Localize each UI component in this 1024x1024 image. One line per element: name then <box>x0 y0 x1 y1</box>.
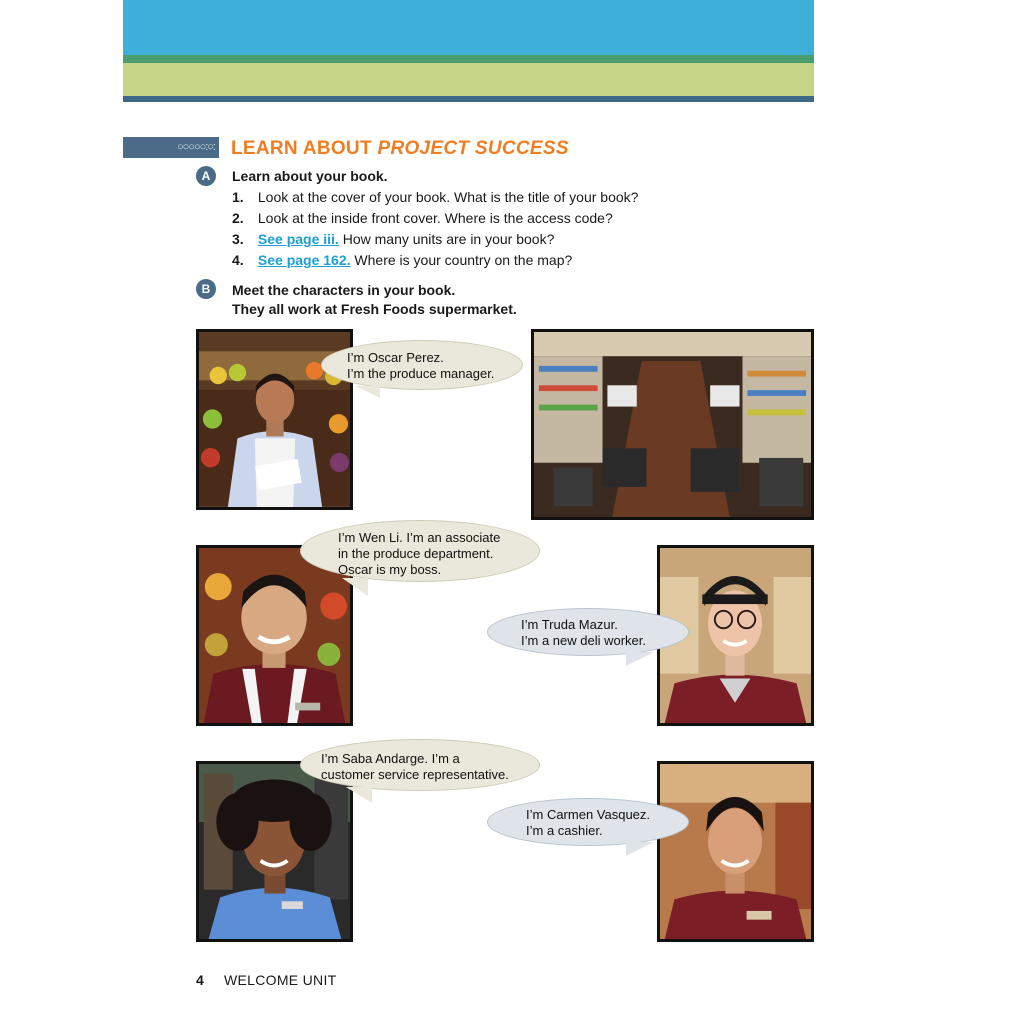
list-item <box>232 209 638 230</box>
speech-bubble-tail <box>346 787 372 803</box>
item-text: Look at the inside front cover. Where is the access code? <box>257 210 613 226</box>
page-number: 4 <box>196 972 204 988</box>
activity-a-badge: A <box>196 166 216 186</box>
speech-bubble-tail <box>342 578 368 596</box>
bubble-line: Oscar is my boss. <box>338 562 442 577</box>
section-title-tab <box>123 137 219 158</box>
section-title <box>231 138 569 160</box>
activity-b-heading-line1: Meet the characters in your book. <box>232 282 456 298</box>
dots-arrow-icon: ○○○○○:○: <box>177 141 215 153</box>
speech-bubble-tail <box>626 842 654 856</box>
speech-bubble-tail <box>356 386 380 398</box>
list-item <box>232 251 638 272</box>
item-number: 1. <box>232 189 244 205</box>
activity-a-heading: Learn about your book. <box>232 168 388 184</box>
header-band-lime <box>123 63 814 96</box>
section-title-main: LEARN ABOUT <box>231 138 372 159</box>
bubble-line: I’m the produce manager. <box>347 366 495 381</box>
bubble-line: I’m a new deli worker. <box>521 633 646 648</box>
speech-bubble-saba <box>300 739 540 791</box>
bubble-line: I’m Carmen Vasquez. <box>526 807 651 822</box>
bubble-line: customer service representative. <box>321 767 509 782</box>
speech-bubble-carmen <box>487 798 689 846</box>
header-band-green <box>123 55 814 63</box>
bubble-line: I’m Saba Andarge. I’m a <box>321 751 460 766</box>
speech-bubble-tail <box>626 652 654 666</box>
header-band-blue <box>123 0 814 55</box>
speech-bubble-truda <box>487 608 689 656</box>
unit-label: WELCOME UNIT <box>224 972 337 988</box>
list-item <box>232 230 638 251</box>
photo-supermarket <box>531 329 814 520</box>
photo-carmen-vasquez <box>657 761 814 942</box>
header-band-navy <box>123 96 814 102</box>
section-title-emphasis: PROJECT SUCCESS <box>377 138 569 159</box>
item-text: How many units are in your book? <box>342 231 555 247</box>
activity-b-badge: B <box>196 279 216 299</box>
item-text: Where is your country on the map? <box>354 252 573 268</box>
item-number: 2. <box>232 210 244 226</box>
photo-wen-li <box>196 545 353 726</box>
item-number: 3. <box>232 231 244 247</box>
bubble-line: I’m Wen Li. I’m an associate <box>338 530 501 545</box>
item-number: 4. <box>232 252 244 268</box>
bubble-line: I’m Truda Mazur. <box>521 617 618 632</box>
see-page-iii-link[interactable]: See page iii. <box>257 231 339 247</box>
see-page-162-link[interactable]: See page 162. <box>257 252 351 268</box>
bubble-line: in the produce department. <box>338 546 494 561</box>
list-item <box>232 188 638 209</box>
photo-saba-andarge <box>196 761 353 942</box>
item-text: Look at the cover of your book. What is the title of your book? <box>257 189 639 205</box>
speech-bubble-oscar <box>321 340 523 390</box>
activity-b-heading-line2: They all work at Fresh Foods supermarket. <box>232 301 517 317</box>
bubble-line: I’m Oscar Perez. <box>347 350 444 365</box>
speech-bubble-wen <box>300 520 540 582</box>
bubble-line: I’m a cashier. <box>526 823 603 838</box>
activity-a-list <box>232 188 638 272</box>
